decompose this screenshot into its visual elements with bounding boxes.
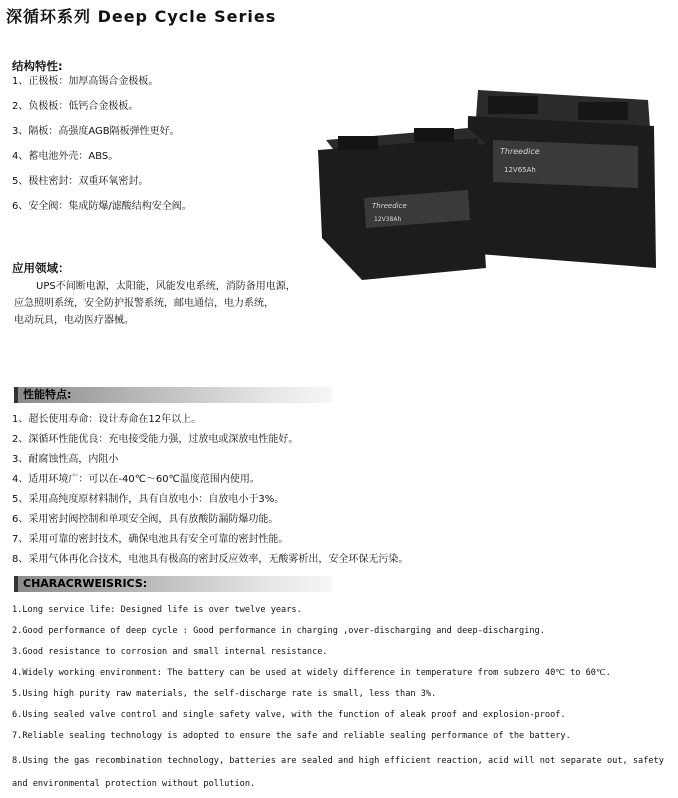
list-item: 5、采用高纯度原材料制作，具有自放电小：自放电小于3%。	[12, 494, 285, 505]
list-item: 8、采用气体再化合技术，电池具有极高的密封反应效率，无酸雾析出，安全环保无污染。	[12, 554, 409, 565]
list-item: 1、超长使用寿命：设计寿命在12年以上。	[12, 414, 202, 425]
battery-model: 12V38Ah	[374, 216, 402, 223]
characteristics-heading: CHARACRWEISRICS:	[14, 576, 332, 592]
list-item: 4.Widely working environment: The battery can be used at widely difference in temperature from subzero 40℃ to 60℃.	[12, 668, 611, 678]
list-item: 3.Good resistance to corrosion and small internal resistance.	[12, 647, 328, 657]
characteristics-list	[12, 603, 674, 796]
page-title: 深循环系列 Deep Cycle Series	[6, 7, 277, 26]
application-text	[14, 278, 334, 329]
list-item: 5.Using high purity raw materials, the self-discharge rate is small, less than 3%.	[12, 689, 437, 699]
application-line: 电动玩具，电动医疗器械。	[14, 315, 134, 326]
performance-heading: 性能特点:	[14, 387, 332, 403]
list-item: 4、蓄电池外壳：ABS。	[12, 151, 119, 162]
battery-model: 12V65Ah	[504, 166, 536, 174]
list-item: 6、采用密封阀控制和单项安全阀，具有放酸防漏防爆功能。	[12, 514, 279, 525]
list-item: 6.Using sealed valve control and single safety valve, with the function of aleak proof and explosion-proof.	[12, 710, 566, 720]
list-item: 7、采用可靠的密封技术，确保电池具有安全可靠的密封性能。	[12, 534, 289, 545]
list-item: 2.Good performance of deep cycle : Good performance in charging ,over-discharging and deep-discharging.	[12, 626, 545, 636]
list-item: 3、耐腐蚀性高，内阻小	[12, 454, 119, 465]
structure-list	[12, 75, 192, 225]
list-item: 7.Reliable sealing technology is adopted to ensure the safe and reliable sealing performance of the battery.	[12, 731, 571, 741]
list-item: 1、正极板：加厚高锡合金极板。	[12, 76, 159, 87]
battery-brand: Threedice	[372, 202, 407, 210]
battery-small	[318, 128, 486, 280]
application-heading: 应用领域：	[12, 261, 70, 275]
list-item: 2、负极板：低钙合金极板。	[12, 101, 139, 112]
list-item: 1.Long service life: Designed life is over twelve years.	[12, 605, 302, 615]
list-item: 6、安全阀：集成防爆/滤酸结构安全阀。	[12, 201, 192, 212]
battery-large	[466, 90, 656, 268]
list-item: 2、深循环性能优良：充电接受能力强，过放电或深放电性能好。	[12, 434, 299, 445]
list-item: 4、适用环境广：可以在-40℃～60℃温度范围内使用。	[12, 474, 260, 485]
application-line: UPS不间断电源，太阳能，风能发电系统，消防备用电源，	[36, 281, 296, 292]
application-line: 应急照明系统，安全防护报警系统，邮电通信，电力系统，	[14, 298, 274, 309]
battery-brand: Threedice	[500, 147, 540, 156]
list-item: 3、隔板：高强度AGB隔板弹性更好。	[12, 126, 180, 137]
performance-list	[12, 413, 408, 573]
structure-heading: 结构特性:	[12, 59, 63, 73]
battery-photo	[318, 88, 658, 288]
list-item: 8.Using the gas recombination technology, batteries are sealed and high efficient reaction, acid will not separate out, safety and environmental protection without pollution.	[12, 756, 664, 789]
list-item: 5、极柱密封：双重环氧密封。	[12, 176, 149, 187]
